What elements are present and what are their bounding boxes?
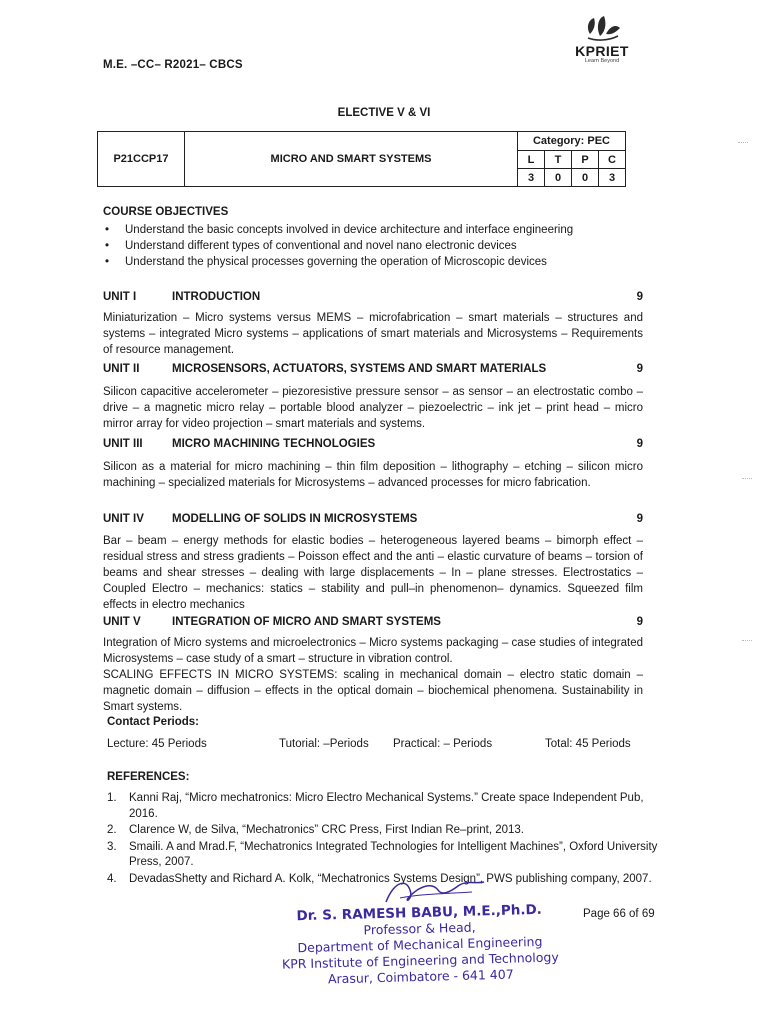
- reference-item: [107, 840, 663, 871]
- unit-3-heading: [103, 438, 643, 452]
- unit-hours: 9: [636, 513, 643, 525]
- institution-logo: [572, 14, 632, 65]
- section-heading: ELECTIVE V & VI: [337, 107, 431, 119]
- stamp-name: Dr. S. RAMESH BABU, M.E.,Ph.D.: [296, 901, 543, 925]
- program-code: M.E. –CC– R2021– CBCS: [103, 59, 243, 71]
- unit-description: Integration of Micro systems and microelectronics – Micro systems packaging – case studies of integrated Microsystems – case study of a smart – structure in vibration control.: [103, 637, 643, 665]
- unit-number: UNIT V: [103, 616, 141, 628]
- objective-item: • Understand different types of conventional and novel nano electronic devices: [103, 238, 663, 254]
- unit-description: Miniaturization – Micro systems versus MEMS – microfabrication – smart materials – structures and systems – integrated Micro systems – applications of smart materials and Microsystems – Requirements of resource management.: [103, 312, 643, 356]
- course-title: MICRO AND SMART SYSTEMS: [185, 132, 518, 187]
- page-number: Page 66 of 69: [583, 908, 655, 920]
- official-stamp: [279, 901, 561, 988]
- reference-number: 4.: [107, 872, 117, 885]
- unit-hours: 9: [636, 291, 643, 303]
- lecture-periods: Lecture: 45 Periods: [107, 738, 207, 750]
- unit-4-body: [103, 533, 643, 613]
- kpriet-logo-icon: [582, 14, 622, 42]
- unit-number: UNIT I: [103, 291, 137, 303]
- objective-item: • Understand the basic concepts involved in device architecture and interface engineering: [103, 222, 663, 238]
- references-heading: REFERENCES:: [107, 771, 190, 783]
- stamp-role: Professor & Head,: [363, 919, 476, 938]
- unit-hours: 9: [636, 363, 643, 375]
- unit-number: UNIT IV: [103, 513, 144, 525]
- unit-description: Silicon as a material for micro machining – thin film deposition – lithography – etching – silicon micro machining – specialized materials for Microsystems – advanced processes for micro fabrication.: [103, 461, 643, 489]
- reference-text: Clarence W, de Silva, “Mechatronics” CRC Press, First Indian Re–print, 2013.: [129, 824, 524, 836]
- stamp-address: Arasur, Coimbatore - 641 407: [327, 966, 514, 987]
- logo-tagline: Learn Beyond: [584, 58, 620, 64]
- objectives-heading: COURSE OBJECTIVES: [103, 206, 229, 218]
- ltpc-header-p: P: [572, 151, 599, 169]
- stamp-department: Department of Mechanical Engineering: [297, 933, 543, 956]
- objectives-list: [103, 222, 663, 270]
- tutorial-periods: Tutorial: –Periods: [279, 738, 369, 750]
- ltpc-value-c: 3: [599, 169, 626, 187]
- ltpc-value-l: 3: [518, 169, 545, 187]
- reference-text: Smaili. A and Mrad.F, “Mechatronics Integrated Technologies for Intelligent Machines”, Oxford University Press, 2007.: [129, 840, 658, 868]
- unit-description: Bar – beam – energy methods for elastic bodies – heterogeneous layered beams – bimorph effect – residual stress and stress gradients – Poisson effect and the anti – elastic curvature of beams – torsion of beams and shear stresses – dealing with large displacements – In – plane stresses. Electrostatics – Coupled Electro – mechanics: statics – stability and pull–in phenomenon– dynamics. Squeezed film effects in electro mechanics: [103, 535, 643, 611]
- unit-description: Silicon capacitive accelerometer – piezoresistive pressure sensor – as sensor – an electrostatic combo – drive – a magnetic micro relay – portable blood analyzer – piezoelectric – ink jet – print head – micro mirror array for video projection – smart materials and systems.: [103, 386, 643, 430]
- unit-title: INTRODUCTION: [172, 291, 261, 303]
- unit-description-scaling: SCALING EFFECTS IN MICRO SYSTEMS: scaling in mechanical domain – electro static domain – magnetic domain – diffusion – effects in the optical domain – biochemical phenomena. Sustainability in Smart systems.: [103, 669, 643, 713]
- unit-hours: 9: [636, 438, 643, 450]
- unit-title: INTEGRATION OF MICRO AND SMART SYSTEMS: [172, 616, 441, 628]
- course-category: Category: PEC: [518, 132, 626, 151]
- unit-3-body: [103, 459, 643, 491]
- unit-1-body: [103, 310, 643, 358]
- reference-text: DevadasShetty and Richard A. Kolk, “Mechatronics Systems Design”, PWS publishing company, 2007.: [129, 872, 652, 885]
- reference-item: [107, 823, 663, 839]
- scan-speck: [742, 478, 752, 483]
- unit-1-heading: [103, 291, 643, 305]
- unit-2-body: [103, 384, 643, 432]
- objective-item: • Understand the physical processes governing the operation of Microscopic devices: [103, 254, 663, 270]
- reference-text: Kanni Raj, “Micro mechatronics: Micro Electro Mechanical Systems.” Create space Independent Pub, 2016.: [129, 792, 644, 820]
- total-periods: Total: 45 Periods: [545, 738, 631, 750]
- unit-5-heading: [103, 616, 643, 630]
- contact-periods-label: Contact Periods:: [107, 716, 200, 728]
- ltpc-header-t: T: [545, 151, 572, 169]
- reference-number: 3.: [107, 840, 117, 853]
- reference-item: [107, 791, 663, 822]
- practical-periods: Practical: – Periods: [393, 738, 493, 750]
- scan-speck: [738, 142, 748, 147]
- course-code: P21CCP17: [98, 132, 185, 187]
- unit-title: MODELLING OF SOLIDS IN MICROSYSTEMS: [172, 513, 418, 525]
- ltpc-header-c: C: [599, 151, 626, 169]
- course-info-table: [97, 131, 626, 187]
- ltpc-value-t: 0: [545, 169, 572, 187]
- ltpc-header-l: L: [518, 151, 545, 169]
- unit-hours: 9: [636, 616, 643, 628]
- logo-name: KPRIET: [575, 43, 629, 59]
- unit-2-heading: [103, 363, 643, 377]
- unit-number: UNIT III: [103, 438, 143, 450]
- ltpc-value-p: 0: [572, 169, 599, 187]
- scan-speck: [742, 640, 752, 645]
- unit-title: MICROSENSORS, ACTUATORS, SYSTEMS AND SMART MATERIALS: [172, 363, 547, 375]
- unit-5-body: [103, 635, 643, 715]
- unit-number: UNIT II: [103, 363, 140, 375]
- reference-number: 2.: [107, 824, 117, 836]
- unit-title: MICRO MACHINING TECHNOLOGIES: [172, 438, 376, 450]
- stamp-institute: KPR Institute of Engineering and Technology: [281, 949, 559, 972]
- unit-4-heading: [103, 513, 643, 527]
- reference-number: 1.: [107, 792, 117, 804]
